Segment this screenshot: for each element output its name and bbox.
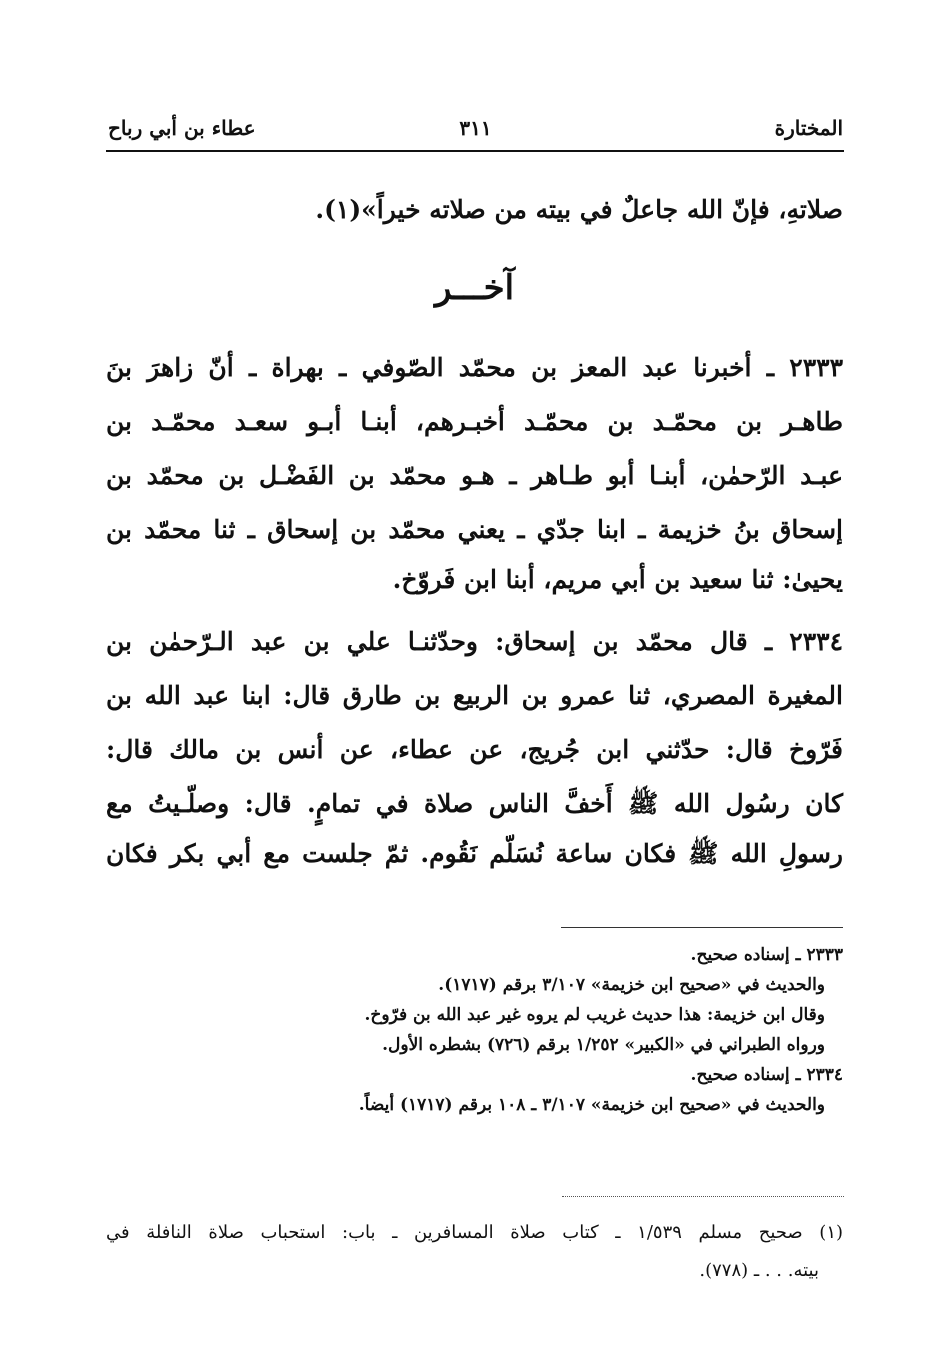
text-line: إسحاق بنُ خزيمة ـ ابنا جدّي ـ يعني محمّد بن إسحاق ـ ثنا محمّد بن [106,515,843,544]
page-number: ٣١١ [459,116,492,140]
text-line: فَرّوخ قال: حدّثني ابن جُريج، عن عطاء، عن أنس بن مالك قال: [106,735,843,764]
text-line-top: صلاتهِ، فإنّ الله جاعلٌ في بيته من صلاته خيراً»(١). [315,195,843,224]
header-divider [106,150,844,152]
footnote-line: ٢٣٣٤ ـ إسناده صحيح. [690,1065,843,1085]
text-line: رسولِ الله ﷺ فكان ساعة نُسَلّم نَقُوم. ثمّ جلست مع أبي بكر فكان [106,839,843,868]
running-header [108,116,843,148]
endnote-divider [562,1196,844,1197]
footnote-divider [561,927,843,928]
text-line: ٢٣٣٤ ـ قال محمّد بن إسحاق: وحدّثنـا علي بن عبد الـرّحمٰن بن [106,627,843,656]
footnote-line: وقال ابن خزيمة: هذا حديث غريب لم يروه غير عبد الله بن فرّوخ. [364,1005,825,1025]
text-line: ٢٣٣٣ ـ أخبرنا عبد المعز بن محمّد الصّوفي ـ بهراة ـ أنّ زاهرَ بنَ [106,353,843,382]
endnote-line: بيته. . . ـ (٧٧٨). [699,1260,819,1281]
footnote-line: والحديث في «صحيح ابن خزيمة» ٣/١٠٧ ـ ١٠٨ برقم (١٧١٧) أيضاً. [358,1095,825,1115]
footnote-line: ٢٣٣٣ ـ إسناده صحيح. [690,945,843,965]
endnote-line: (١) صحيح مسلم ١/٥٣٩ ـ كتاب صلاة المسافرين ـ باب: استحباب صلاة النافلة في [106,1222,844,1243]
footnote-line: ورواه الطبراني في «الكبير» ١/٢٥٢ برقم (٧٢٦) بشطره الأول. [382,1035,825,1055]
section-heading: آخـــر [434,268,515,308]
chapter-title: عطاء بن أبي رباح [108,116,256,140]
text-line: يحيىٰ: ثنا سعيد بن أبي مريم، أبنا ابن فَروّخ. [392,565,843,594]
book-title: المختارة [774,116,843,140]
footnote-line: والحديث في «صحيح ابن خزيمة» ٣/١٠٧ برقم (١٧١٧). [438,975,825,995]
text-line: عبـد الرّحمٰن، أبنـا أبو طـاهر ـ هـو محمّد بن الفَضْـل بن محمّد بن [106,461,843,490]
text-line: كان رسُول الله ﷺ أَخفَّ الناس صلاة في تمامٍ. قال: وصلّـيتُ مع [106,789,843,818]
text-line: المغيرة المصري، ثنا عمرو بن الربيع بن طارق قال: ابنا عبد الله بن [106,681,843,710]
text-line: طاهـر بن محمّـد بن محمّـد أخبـرهم، أبنـا أبـو سعـد محمّـد بن [106,407,843,436]
